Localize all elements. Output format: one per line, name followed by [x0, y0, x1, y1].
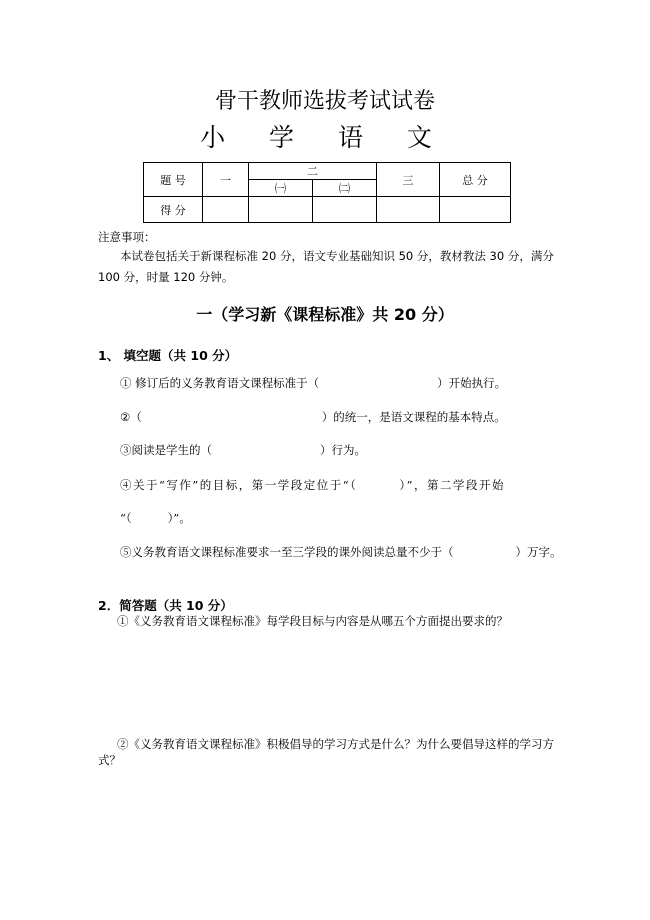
- score-row-label: 得 分: [144, 197, 203, 223]
- q1-heading: 1、 填空题（共 10 分）: [98, 348, 238, 363]
- q2-heading: 2．简答题（共 10 分）: [98, 598, 233, 613]
- short-answer-1: ①《义务教育语文课程标准》每学段目标与内容是从哪五个方面提出要求的？: [117, 614, 508, 628]
- score-cell-3[interactable]: [377, 197, 440, 223]
- subject-title: 小 学 语 文: [200, 123, 450, 152]
- score-cell-2-2[interactable]: [313, 197, 377, 223]
- section-1-title: 一（学习新《课程标准》共 20 分）: [196, 305, 454, 324]
- fill-item-3: ③阅读是学生的（ ）行为。: [120, 443, 366, 457]
- fill-item-1: ① 修订后的义务教育语文课程标准于（ ）开始执行。: [120, 376, 507, 390]
- score-cell-2-1[interactable]: [249, 197, 313, 223]
- fill-item-4: ④关于“写作”的目标，第一学段定位于“（ ）”，第二学段开始: [120, 478, 506, 492]
- notes-body: 本试卷包括关于新课程标准 20 分，语文专业基础知识 50 分，教材教法 30 分，满分 100 分，时量 120 分钟。: [98, 249, 554, 284]
- score-table: [143, 162, 511, 223]
- score-cell-total[interactable]: [440, 197, 511, 223]
- header-part-1: 一: [203, 163, 249, 197]
- exam-title: 骨干教师选拔考试试卷: [214, 89, 435, 114]
- header-part-3: 三: [377, 163, 440, 197]
- fill-item-4b: “（ ）”。: [120, 511, 191, 525]
- header-question-number: 题 号: [144, 163, 203, 197]
- score-cell-1[interactable]: [203, 197, 249, 223]
- fill-item-2: ②（ ）的统一，是语文课程的基本特点。: [120, 410, 506, 424]
- notes-heading: 注意事项：: [98, 230, 156, 244]
- header-sub-1: ㈠: [249, 180, 313, 197]
- short-answer-2-cont: 式？: [98, 753, 121, 767]
- header-total: 总 分: [440, 163, 511, 197]
- fill-item-5: ⑤义务教育语文课程标准要求一至三学段的课外阅读总量不少于（ ）万字。: [120, 545, 562, 559]
- header-sub-2: ㈡: [313, 180, 377, 197]
- short-answer-2: ②《义务教育语文课程标准》积极倡导的学习方式是什么？为什么要倡导这样的学习方: [117, 737, 554, 751]
- header-part-2: 二: [249, 163, 377, 180]
